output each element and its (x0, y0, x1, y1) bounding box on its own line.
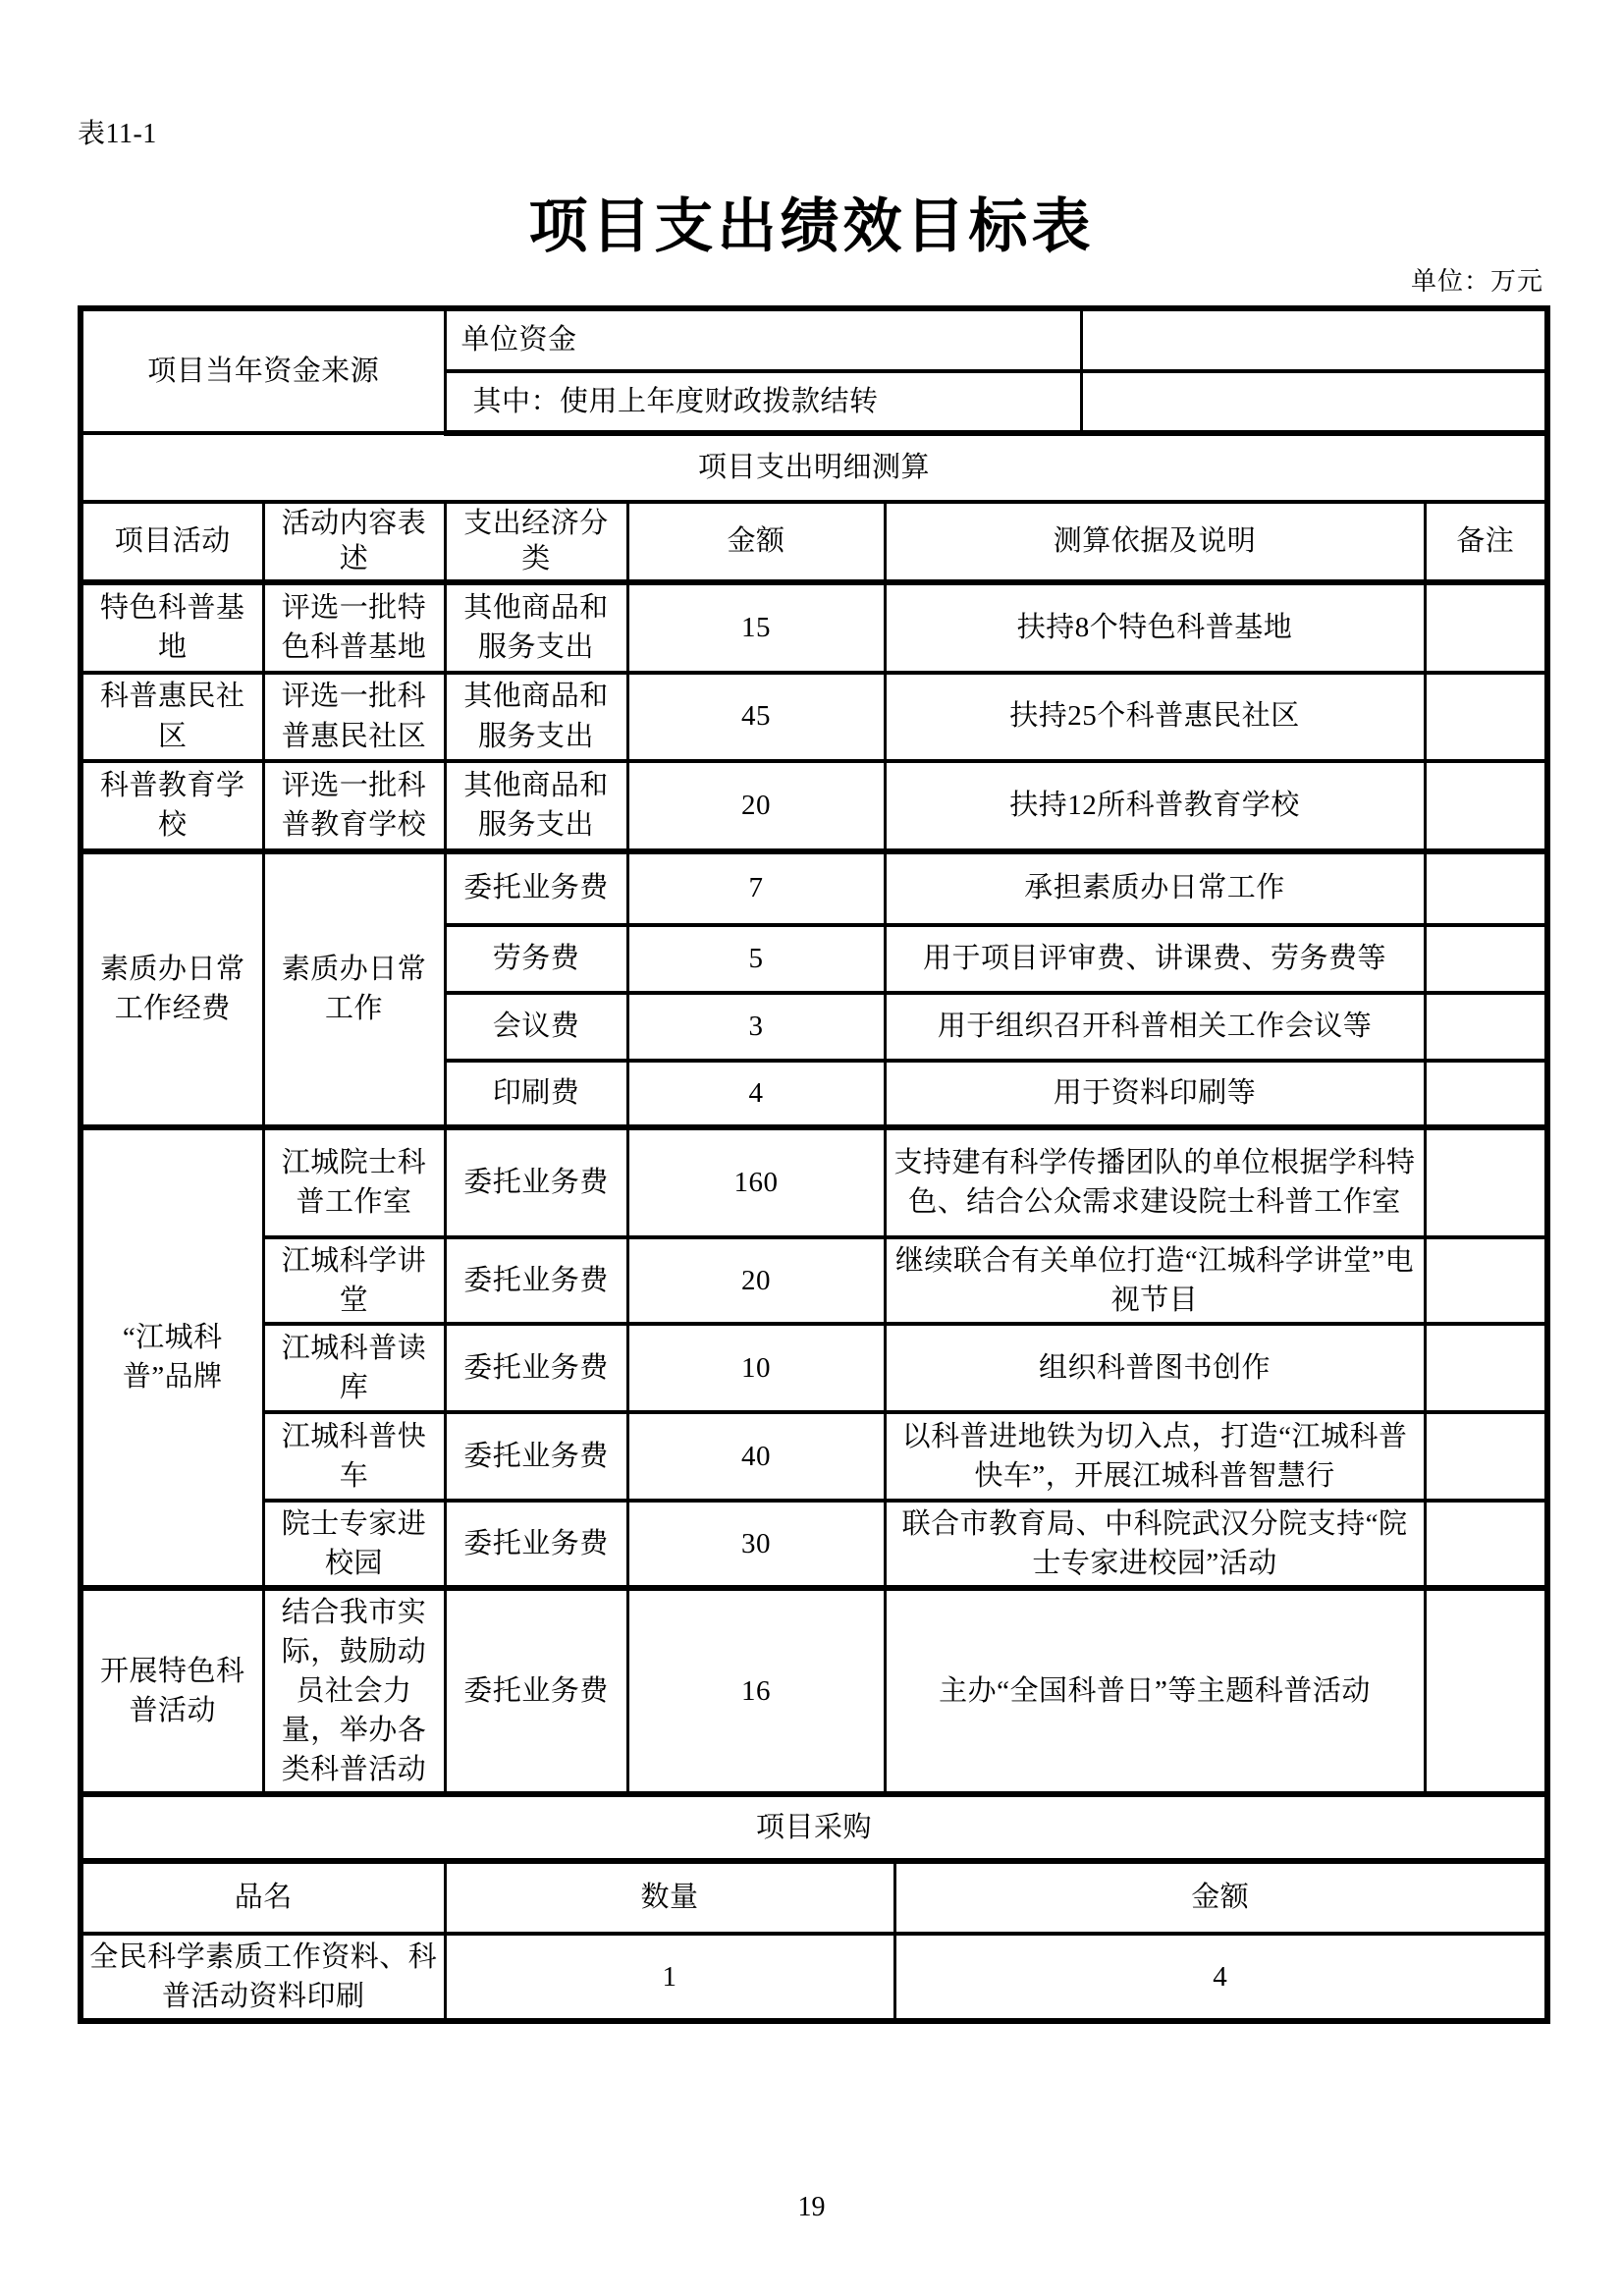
performance-target-table (78, 305, 1550, 2024)
funding-row-1 (81, 308, 1547, 371)
funding-item-label: 其中：使用上年度财政拨款结转 (445, 371, 1081, 433)
note-cell (1425, 993, 1547, 1061)
col-header-desc: 活动内容表述 (263, 502, 445, 582)
activity-cell: 素质办日常工作经费 (81, 851, 263, 1127)
procurement-header-row (81, 1861, 1547, 1934)
basis-cell: 以科普进地铁为切入点，打造“江城科普快车”，开展江城科普智慧行 (885, 1412, 1425, 1501)
procurement-row (81, 1934, 1547, 2021)
amount-cell: 5 (627, 925, 885, 993)
table-row (81, 582, 1547, 673)
amount-cell: 45 (627, 673, 885, 761)
table-row (81, 1501, 1547, 1588)
desc-cell: 素质办日常工作 (263, 851, 445, 1127)
note-cell (1425, 1412, 1547, 1501)
desc-cell: 江城科普快车 (263, 1412, 445, 1501)
basis-cell: 承担素质办日常工作 (885, 851, 1425, 925)
activity-cell: 特色科普基地 (81, 582, 263, 673)
procurement-header-name: 品名 (81, 1861, 445, 1934)
category-cell: 委托业务费 (445, 1237, 627, 1324)
amount-cell: 40 (627, 1412, 885, 1501)
category-cell: 委托业务费 (445, 1127, 627, 1237)
category-cell: 委托业务费 (445, 1412, 627, 1501)
procurement-section-title: 项目采购 (81, 1794, 1547, 1861)
category-cell: 其他商品和服务支出 (445, 673, 627, 761)
detail-header-row (81, 502, 1547, 582)
basis-cell: 扶持12所科普教育学校 (885, 761, 1425, 851)
page-title: 项目支出绩效目标表 (528, 194, 1095, 259)
basis-cell: 扶持25个科普惠民社区 (885, 673, 1425, 761)
basis-cell: 用于资料印刷等 (885, 1061, 1425, 1127)
funding-item-value (1081, 371, 1547, 433)
category-cell: 委托业务费 (445, 1501, 627, 1588)
note-cell (1425, 761, 1547, 851)
activity-cell: 开展特色科普活动 (81, 1588, 263, 1794)
amount-cell: 20 (627, 761, 885, 851)
desc-cell: 江城院士科普工作室 (263, 1127, 445, 1237)
table-row (81, 1127, 1547, 1237)
funding-item-label: 单位资金 (445, 308, 1081, 371)
activity-cell: “江城科普”品牌 (81, 1127, 263, 1588)
category-cell: 委托业务费 (445, 1324, 627, 1412)
table-row (81, 673, 1547, 761)
note-cell (1425, 582, 1547, 673)
category-cell: 其他商品和服务支出 (445, 761, 627, 851)
category-cell: 会议费 (445, 993, 627, 1061)
funding-source-label: 项目当年资金来源 (81, 308, 445, 433)
procurement-header-quantity: 数量 (445, 1861, 894, 1934)
funding-item-value (1081, 308, 1547, 371)
col-header-basis: 测算依据及说明 (885, 502, 1425, 582)
note-cell (1425, 1324, 1547, 1412)
col-header-note: 备注 (1425, 502, 1547, 582)
basis-cell: 用于组织召开科普相关工作会议等 (885, 993, 1425, 1061)
note-cell (1425, 925, 1547, 993)
basis-cell: 支持建有科学传播团队的单位根据学科特色、结合公众需求建设院士科普工作室 (885, 1127, 1425, 1237)
category-cell: 委托业务费 (445, 851, 627, 925)
quantity-cell: 1 (445, 1934, 894, 2021)
col-header-activity: 项目活动 (81, 502, 263, 582)
detail-section-title-row (81, 433, 1547, 502)
col-header-category: 支出经济分类 (445, 502, 627, 582)
page-number: 19 (797, 2192, 826, 2222)
note-cell (1425, 851, 1547, 925)
desc-cell: 评选一批科普惠民社区 (263, 673, 445, 761)
basis-cell: 用于项目评审费、讲课费、劳务费等 (885, 925, 1425, 993)
note-cell (1425, 673, 1547, 761)
table-row (81, 1237, 1547, 1324)
note-cell (1425, 1061, 1547, 1127)
amount-cell: 3 (627, 993, 885, 1061)
amount-cell: 15 (627, 582, 885, 673)
desc-cell: 江城科普读库 (263, 1324, 445, 1412)
amount-cell: 160 (627, 1127, 885, 1237)
note-cell (1425, 1501, 1547, 1588)
col-header-amount: 金额 (627, 502, 885, 582)
procurement-header-amount: 金额 (894, 1861, 1547, 1934)
basis-cell: 联合市教育局、中科院武汉分院支持“院士专家进校园”活动 (885, 1501, 1425, 1588)
desc-cell: 江城科学讲堂 (263, 1237, 445, 1324)
procurement-amount-cell: 4 (894, 1934, 1547, 2021)
product-name-cell: 全民科学素质工作资料、科普活动资料印刷 (81, 1934, 445, 2021)
basis-cell: 组织科普图书创作 (885, 1324, 1425, 1412)
basis-cell: 主办“全国科普日”等主题科普活动 (885, 1588, 1425, 1794)
form-code: 表11-1 (78, 119, 157, 149)
desc-cell: 评选一批特色科普基地 (263, 582, 445, 673)
amount-cell: 16 (627, 1588, 885, 1794)
detail-section-title: 项目支出明细测算 (81, 433, 1547, 502)
amount-cell: 30 (627, 1501, 885, 1588)
table-row (81, 1588, 1547, 1794)
activity-cell: 科普惠民社区 (81, 673, 263, 761)
category-cell: 印刷费 (445, 1061, 627, 1127)
table-row (81, 851, 1547, 925)
category-cell: 委托业务费 (445, 1588, 627, 1794)
desc-cell: 评选一批科普教育学校 (263, 761, 445, 851)
category-cell: 其他商品和服务支出 (445, 582, 627, 673)
amount-cell: 7 (627, 851, 885, 925)
amount-cell: 10 (627, 1324, 885, 1412)
basis-cell: 继续联合有关单位打造“江城科学讲堂”电视节目 (885, 1237, 1425, 1324)
note-cell (1425, 1237, 1547, 1324)
amount-cell: 4 (627, 1061, 885, 1127)
activity-cell: 科普教育学校 (81, 761, 263, 851)
unit-note: 单位：万元 (1410, 267, 1543, 296)
category-cell: 劳务费 (445, 925, 627, 993)
amount-cell: 20 (627, 1237, 885, 1324)
table-row (81, 1324, 1547, 1412)
note-cell (1425, 1127, 1547, 1237)
table-row (81, 1412, 1547, 1501)
desc-cell: 结合我市实际，鼓励动员社会力量，举办各类科普活动 (263, 1588, 445, 1794)
note-cell (1425, 1588, 1547, 1794)
basis-cell: 扶持8个特色科普基地 (885, 582, 1425, 673)
table-row (81, 761, 1547, 851)
procurement-section-title-row (81, 1794, 1547, 1861)
desc-cell: 院士专家进校园 (263, 1501, 445, 1588)
